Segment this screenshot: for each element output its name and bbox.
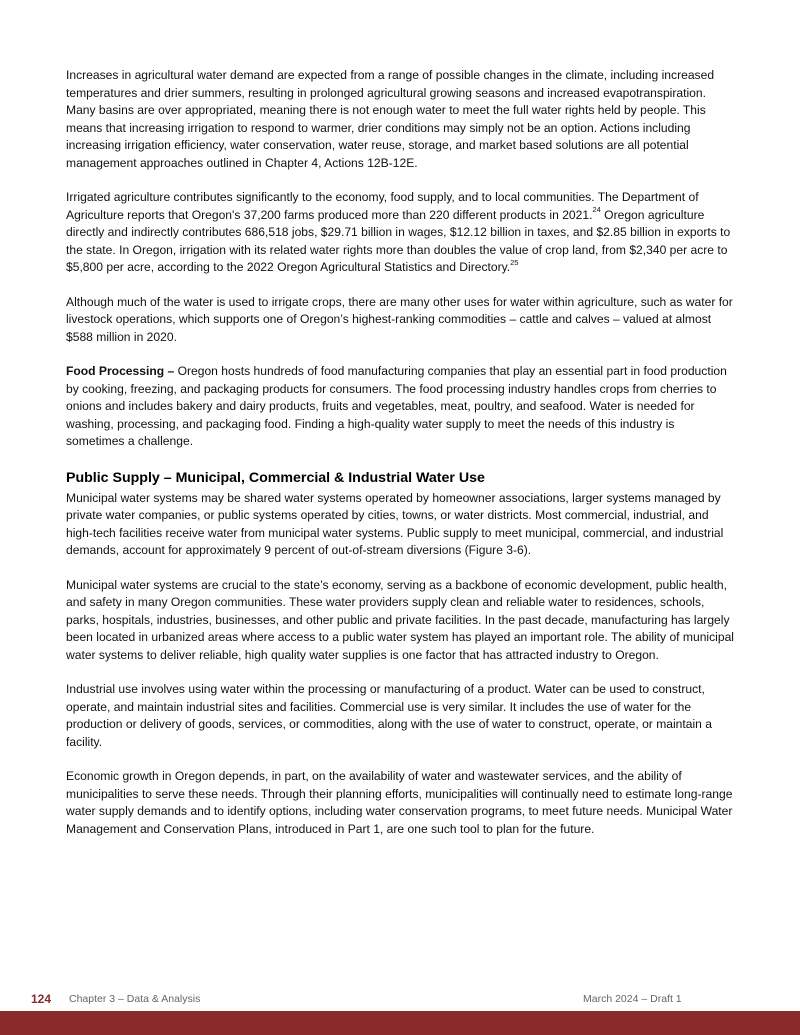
page-content [66,67,734,855]
paragraph-irrigated-agriculture [66,189,734,277]
draft-label: March 2024 – Draft 1 [583,993,682,1005]
footnote-reference[interactable]: 24 [592,205,601,215]
chapter-label: Chapter 3 – Data & Analysis [69,993,201,1005]
paragraph-municipal-economy: Municipal water systems are crucial to the state’s economy, serving as a backbone of economic development, public health, and safety in many Oregon communities. These water providers supply clean and reliable water to residences, schools, parks, hospitals, industries, businesses, and other public and private facilities. In the past decade, manufacturing has largely been located in urbanized areas where access to a public water system has played an important role. The ability of municipal water systems to deliver reliable, high quality water supplies is one factor that has attracted industry to Oregon. [66,577,734,662]
paragraph-economic-growth: Economic growth in Oregon depends, in part, on the availability of water and wastewater services, and the ability of municipalities to serve these needs. Through their planning efforts, municipalities will continually need to estimate long-range water supply demands and to identify options, including water conservation programs, to meet future needs. Municipal Water Management and Conservation Plans, introduced in Part 1, are one such tool to plan for the future. [66,769,733,836]
paragraph-industrial-use: Industrial use involves using water within the processing or manufacturing of a product. Water can be used to construct, operate, and maintain industrial sites and facilities. Commercial use is very similar. It includes the use of water for the production or delivery of goods, services, or commodities, along with the use of water to construct, operate, or maintain a facility. [66,682,712,749]
paragraph-climate-demand: Increases in agricultural water demand are expected from a range of possible changes in the climate, including increased temperatures and drier summers, resulting in prolonged agricultural growing seasons and increased evapotranspiration. Many basins are over appropriated, meaning there is not enough water to meet the full water rights held by people. This means that increasing irrigation to respond to warmer, drier conditions may simply not be an option. Actions including increasing irrigation efficiency, water conservation, water reuse, storage, and market based solutions are all potential management approaches outlined in Chapter 4, Actions 12B-12E. [66,68,715,170]
section-heading: Public Supply – Municipal, Commercial & Industrial Water Use [66,469,485,486]
page-number: 124 [31,992,52,1006]
footer-band [0,1011,800,1035]
paragraph-municipal-systems: Municipal water systems may be shared water systems operated by homeowner associations, larger systems managed by private water companies, or public systems operated by cities, towns, or water districts. Most commercial, industrial, and high-tech facilities receive water from municipal water systems. Public supply to meet municipal, commercial, and industrial demands, account for approximately 9 percent of out-of-stream diversions (Figure 3-6). [66,490,724,557]
paragraph-livestock: Although much of the water is used to irrigate crops, there are many other uses for water within agriculture, such as water for livestock operations, which supports one of Oregon’s highest-ranking commodities – cattle and calves – valued at almost $588 million in 2020. [66,294,733,344]
paragraph-food-processing [66,363,734,451]
page-footer [0,990,800,1010]
footnote-reference[interactable]: 25 [510,257,519,267]
paragraph-text: Irrigated agriculture contributes significantly to the economy, food supply, and to local communities. The Department of Agriculture reports that Oregon's 37,200 farms produced more than 220 different products in 2021. [66,190,699,222]
paragraph-text: Oregon hosts hundreds of food manufacturing companies that play an essential part in food production by cooking, freezing, and packaging products for consumers. The food processing industry handles crops from cherries to onions and includes bakery and dairy products, fruits and vegetables, meat, poultry, and seafood. Water is needed for washing, processing, and packaging food. Finding a high-quality water supply to meet the needs of this industry is sometimes a challenge. [66,364,727,448]
paragraph-lead-label: Food Processing – [66,364,175,378]
paragraph-text: Oregon agriculture directly and indirectly contributes 686,518 jobs, $29.71 billion in wages, $12.12 billion in taxes, and $2.85 billion in exports to the state. In Oregon, irrigation with its related water rights more than doubles the value of crop land, from $2,340 per acre to $5,800 per acre, according to the 2022 Oregon Agricultural Statistics and Directory. [66,207,731,274]
